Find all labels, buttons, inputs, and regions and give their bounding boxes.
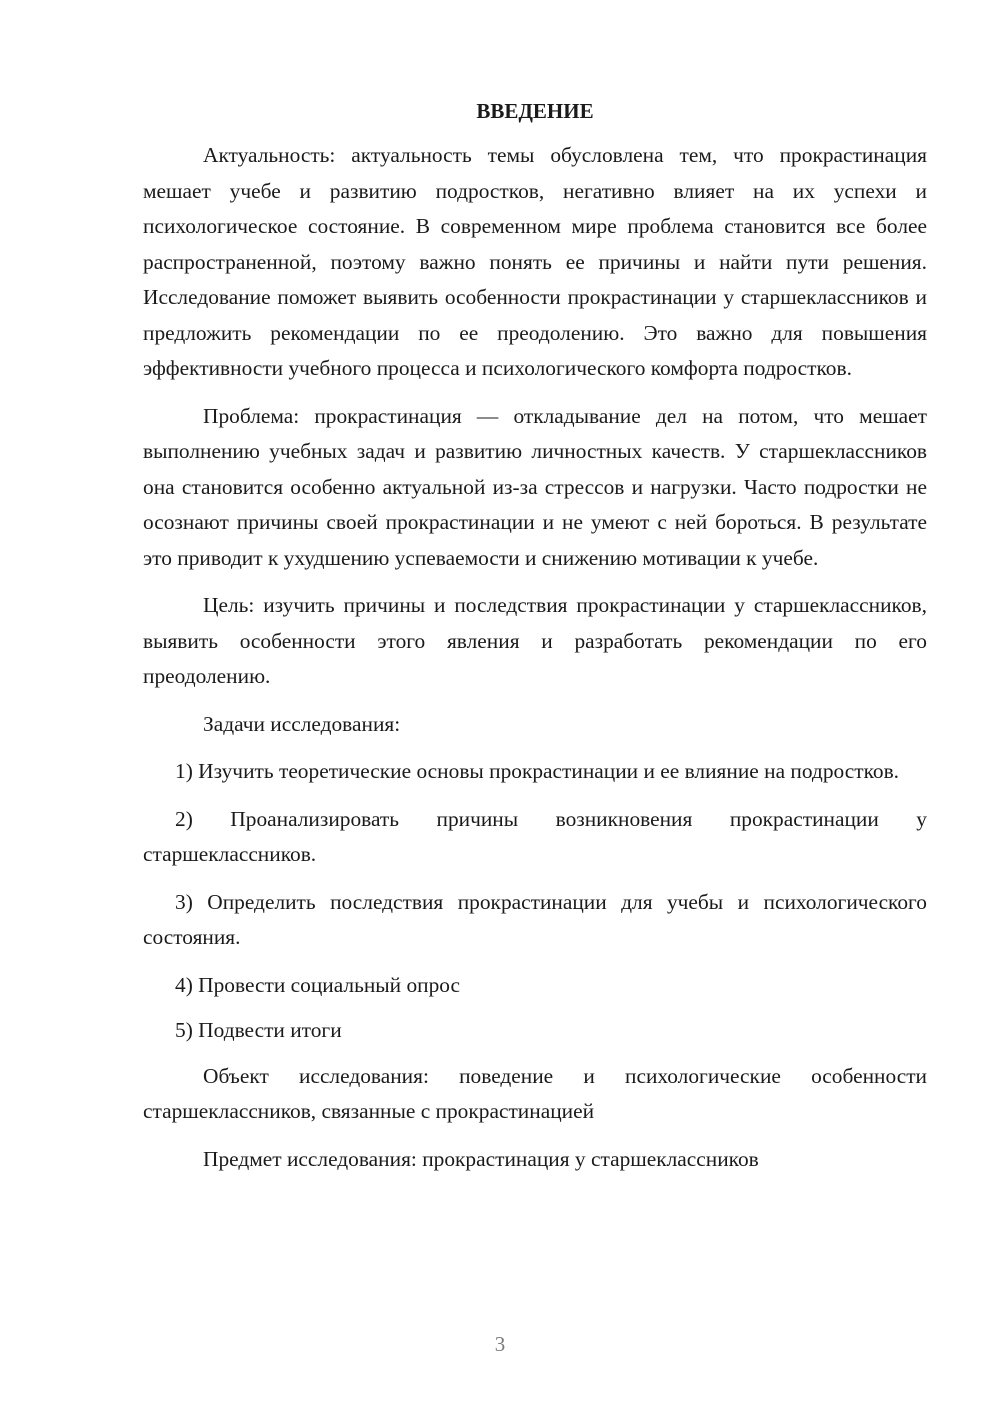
- tasks-heading: Задачи исследования:: [203, 711, 401, 736]
- goal-paragraph: Цель: изучить причины и последствия прокрастинации у старшеклассников, выявить особенности этого явления и разработать рекомендации по его преодолению.: [143, 593, 927, 688]
- task-item-2: 2) Проанализировать причины возникновения прокрастинации у старшеклассников.: [143, 806, 927, 866]
- page-content: [143, 96, 927, 1177]
- page-number: 3: [494, 1332, 506, 1356]
- task-item-4: 4) Провести социальный опрос: [175, 972, 461, 997]
- object-paragraph: Объект исследования: поведение и психологические особенности старшеклассников, связанные с прокрастинацией: [143, 1063, 927, 1123]
- task-item-3: 3) Определить последствия прокрастинации для учебы и психологического состояния.: [143, 889, 927, 949]
- problem-paragraph: Проблема: прокрастинация — откладывание дел на потом, что мешает выполнению учебных задач и развитию личностных качеств. У старшеклассников она становится особенно актуальной из-за стрессов и нагрузки. Часто подростки не осознают причины своей прокрастинации и не умеют с ней бороться. В результате это приводит к ухудшению успеваемости и снижению мотивации к учебе.: [143, 403, 927, 570]
- task-item-5: 5) Подвести итоги: [175, 1018, 342, 1042]
- task-item-1: 1) Изучить теоретические основы прокрастинации и ее влияние на подростков.: [175, 759, 900, 783]
- relevance-paragraph: Актуальность: актуальность темы обусловлена тем, что прокрастинация мешает учебе и развитию подростков, негативно влияет на их успехи и психологическое состояние. В современном мире проблема становится все более распространенной, поэтому важно понять ее причины и найти пути решения. Исследование поможет выявить особенности прокрастинации у старшеклассников и предложить рекомендации по ее преодолению. Это важно для повышения эффективности учебного процесса и психологического комфорта подростков.: [143, 143, 927, 380]
- subject-paragraph: Предмет исследования: прокрастинация у старшеклассников: [203, 1146, 759, 1171]
- section-heading: ВВЕДЕНИЕ: [476, 99, 594, 123]
